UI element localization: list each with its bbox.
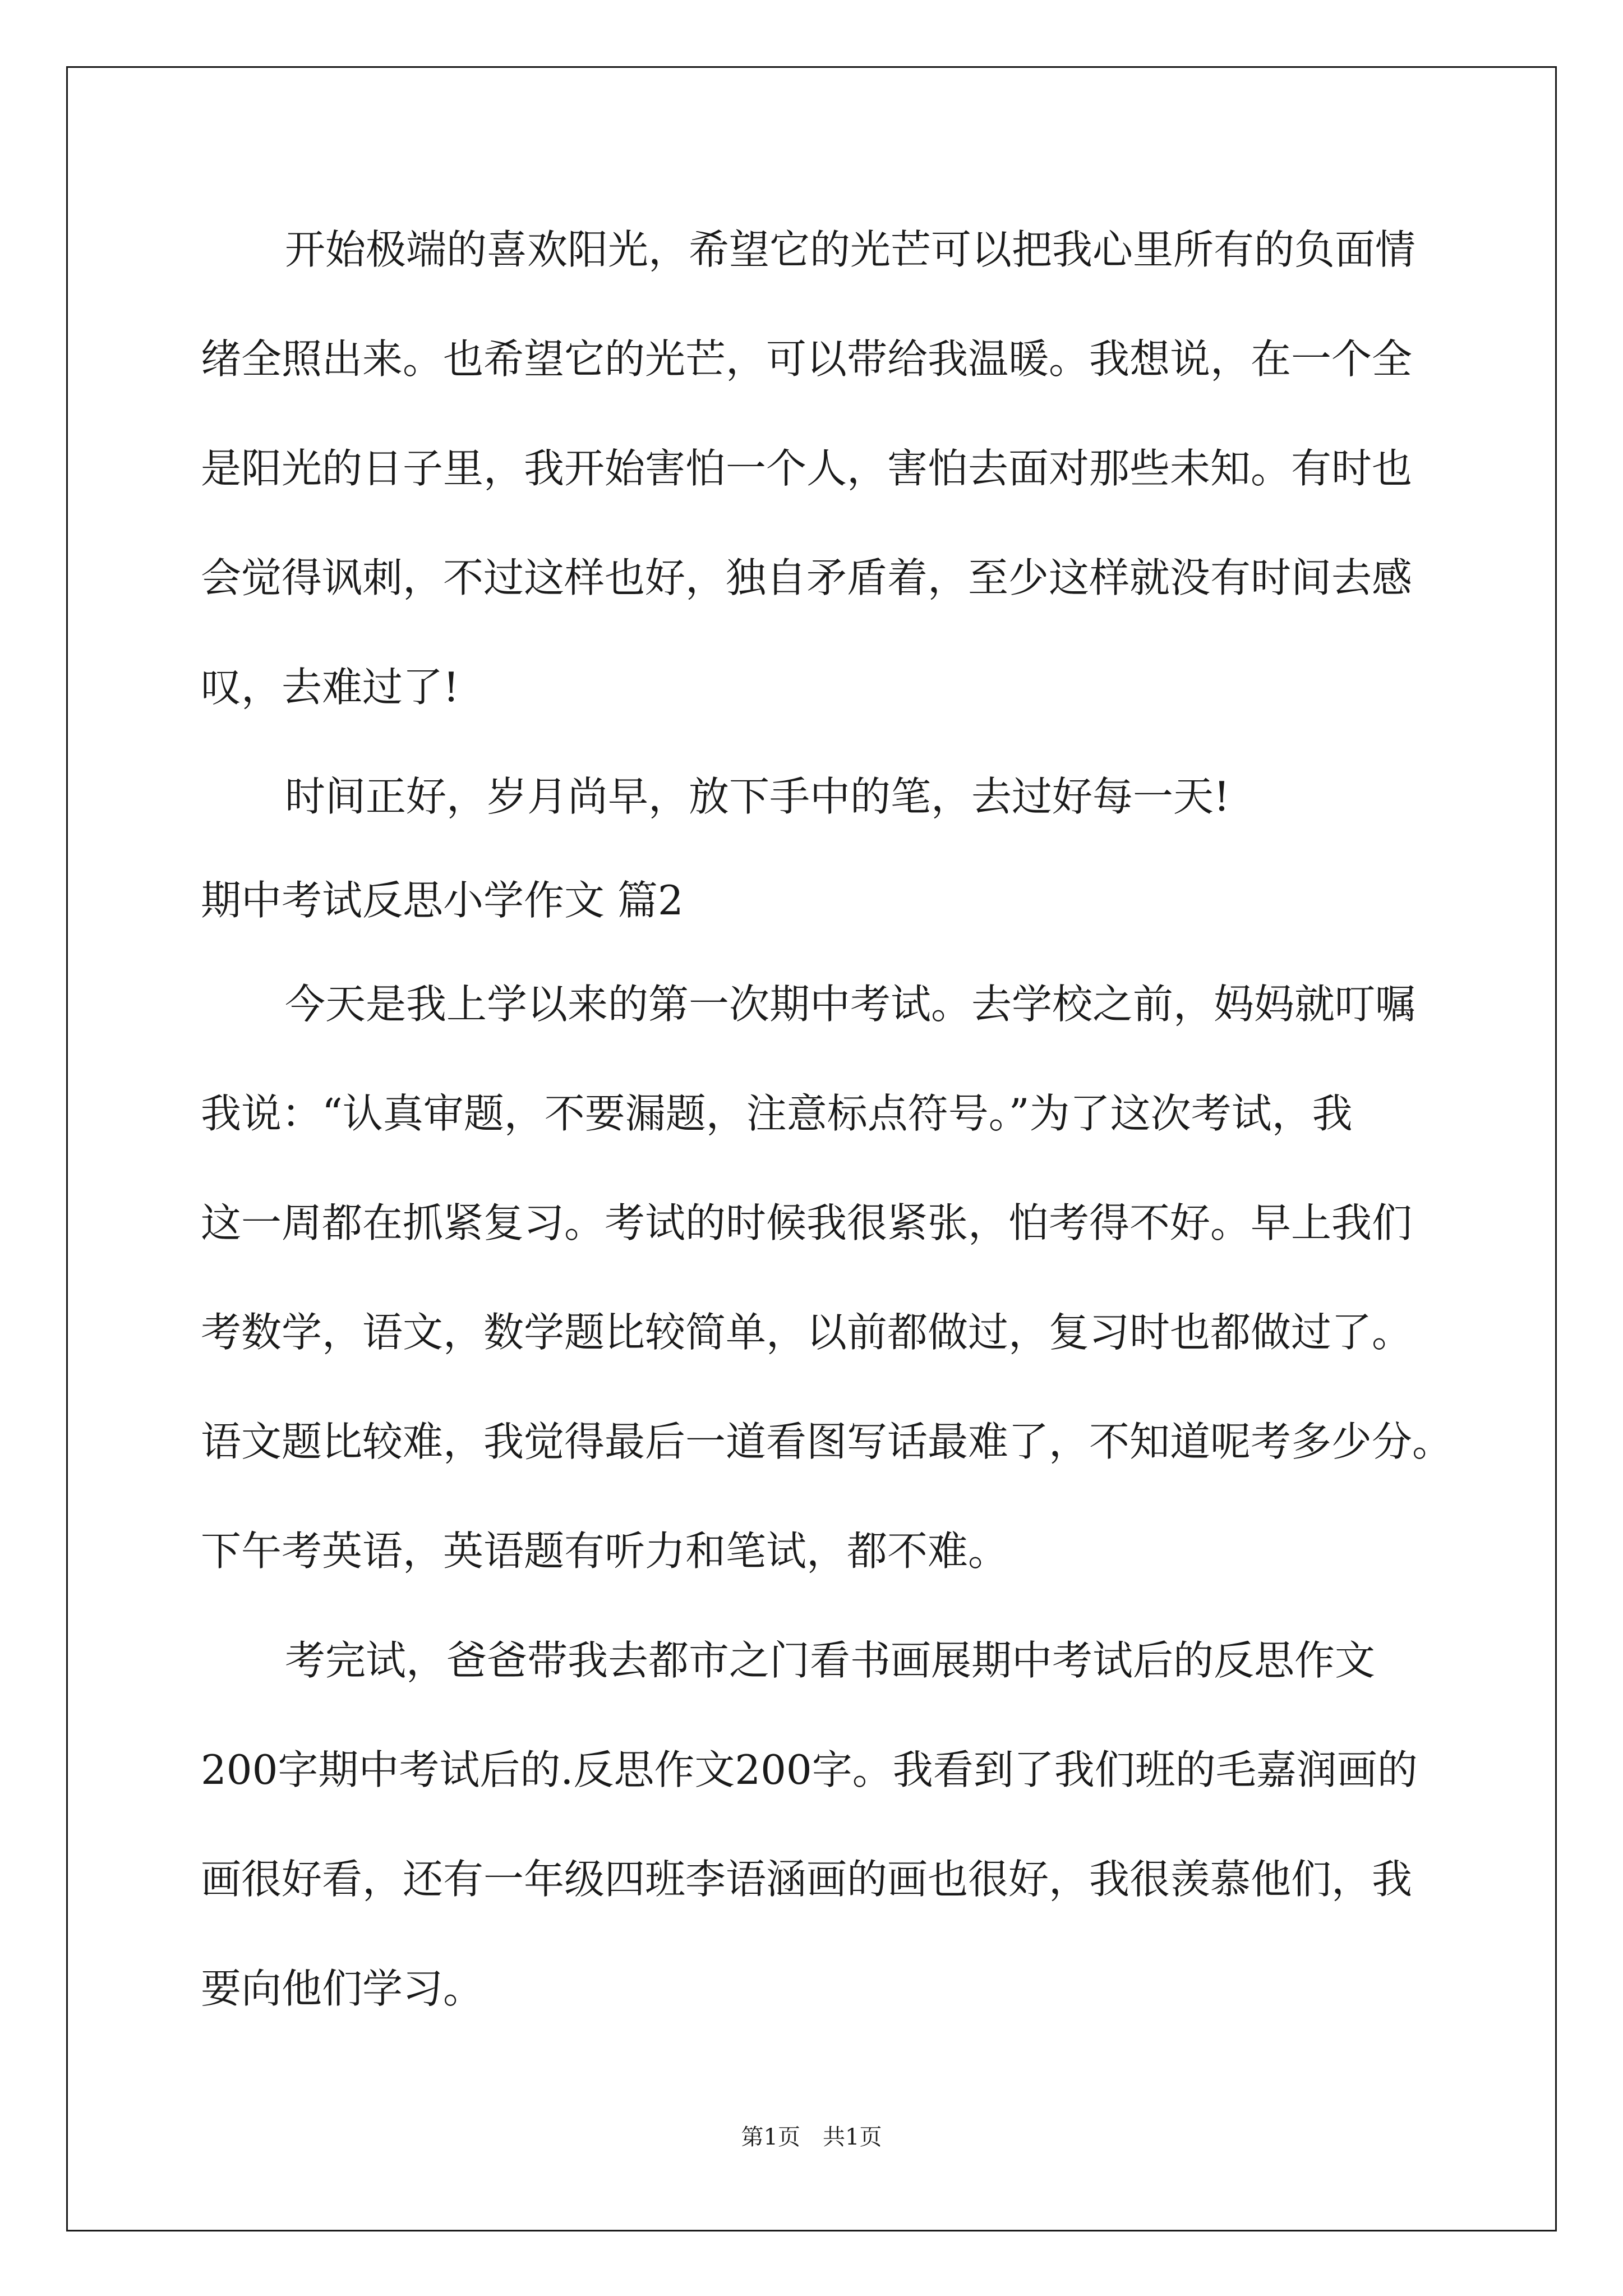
paragraph-line: 今天是我上学以来的第一次期中考试。去学校之前，妈妈就叮嘱 xyxy=(285,981,1416,1028)
paragraph-line: 语文题比较难，我觉得最后一道看图写话最难了，不知道呢考多少分。 xyxy=(201,1418,1453,1465)
paragraph-line: 这一周都在抓紧复习。考试的时候我很紧张，怕考得不好。早上我们 xyxy=(201,1199,1413,1246)
paragraph-line: 200字期中考试后的.反思作文200字。我看到了我们班的毛嘉润画的 xyxy=(201,1746,1418,1793)
page-footer: 第1页 共1页 xyxy=(741,2124,882,2150)
section-heading: 期中考试反思小学作文 篇2 xyxy=(201,877,684,924)
paragraph-line: 下午考英语，英语题有听力和笔试，都不难。 xyxy=(201,1527,1009,1575)
paragraph-line: 绪全照出来。也希望它的光芒，可以带给我温暖。我想说，在一个全 xyxy=(201,335,1413,383)
paragraph-line: 时间正好，岁月尚早，放下手中的笔，去过好每一天! xyxy=(285,773,1230,820)
paragraph-line: 开始极端的喜欢阳光，希望它的光芒可以把我心里所有的负面情 xyxy=(285,226,1416,273)
paragraph-line: 叹，去难过了! xyxy=(201,664,459,711)
paragraph-line: 考完试，爸爸带我去都市之门看书画展期中考试后的反思作文 xyxy=(285,1637,1376,1684)
paragraph-line: 画很好看，还有一年级四班李语涵画的画也很好，我很羡慕他们，我 xyxy=(201,1856,1413,1903)
paragraph-line: 我说：“认真审题，不要漏题，注意标点符号。”为了这次考试，我 xyxy=(201,1090,1353,1137)
paragraph-line: 会觉得讽刺，不过这样也好，独自矛盾着，至少这样就没有时间去感 xyxy=(201,554,1413,601)
paragraph-line: 要向他们学习。 xyxy=(201,1965,484,2012)
paragraph-line: 是阳光的日子里，我开始害怕一个人，害怕去面对那些未知。有时也 xyxy=(201,445,1413,492)
paragraph-line: 考数学，语文，数学题比较简单，以前都做过，复习时也都做过了。 xyxy=(201,1309,1413,1356)
